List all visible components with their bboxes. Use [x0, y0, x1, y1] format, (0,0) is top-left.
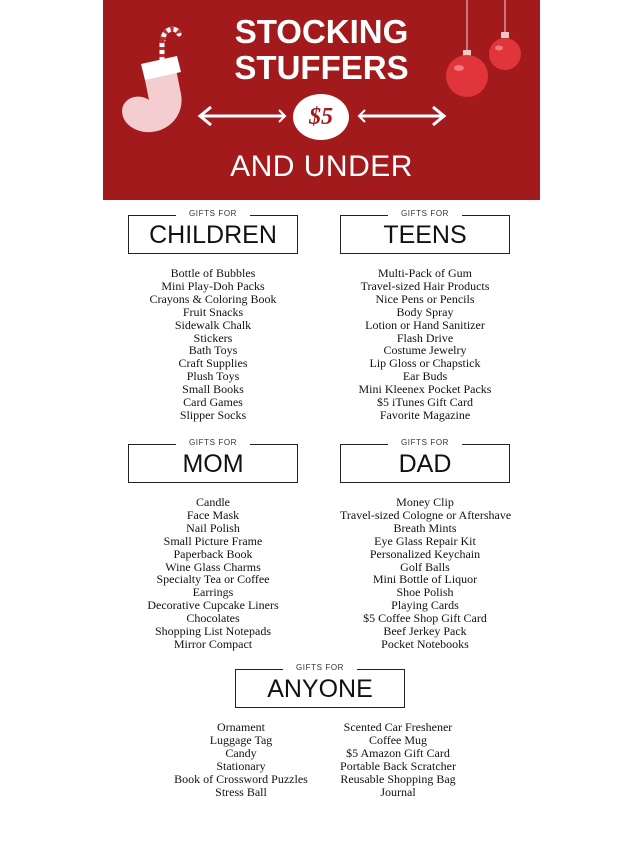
list-item: Coffee Mug [368, 732, 428, 747]
list-item: Slipper Socks [179, 407, 247, 422]
list-item: Golf Balls [400, 559, 450, 574]
list-item: Travel-sized Cologne or Aftershave [340, 507, 512, 522]
list-item: Craft Supplies [178, 356, 248, 371]
list-item: Sidewalk Chalk [174, 317, 252, 332]
list-item: Fruit Snacks [182, 304, 244, 319]
list-item: Stationary [216, 758, 266, 773]
list-item: Small Picture Frame [163, 533, 263, 548]
section-title: MOM [182, 450, 244, 478]
list-item: Multi-Pack of Gum [378, 266, 472, 280]
banner-title-line-2: STUFFERS [234, 49, 409, 86]
list-item: Playing Cards [391, 598, 459, 613]
list-item: Bottle of Bubbles [170, 266, 256, 280]
list-item: Nice Pens or Pencils [375, 291, 475, 306]
price-badge: $5 [293, 94, 349, 140]
list-item: Specialty Tea or Coffee [156, 572, 270, 587]
list-item: Earrings [192, 585, 234, 600]
list-item: Flash Drive [396, 330, 454, 345]
list-item: Breath Mints [393, 520, 457, 535]
gift-list [340, 267, 510, 422]
list-item: Candle [196, 495, 230, 509]
ornaments-icon [443, 0, 533, 110]
list-item: Lip Gloss or Chapstick [369, 356, 481, 371]
section-kicker: GIFTS FOR [400, 438, 450, 447]
gift-list [128, 267, 298, 422]
list-item: Luggage Tag [209, 732, 273, 747]
list-item: Bath Toys [188, 343, 238, 358]
list-item: $5 iTunes Gift Card [377, 395, 473, 410]
list-item: Mini Bottle of Liquor [372, 572, 478, 587]
list-item: Card Games [183, 395, 243, 410]
list-item: Stickers [193, 330, 233, 345]
list-item: Ornament [217, 720, 265, 734]
list-item: Face Mask [186, 507, 240, 522]
gift-list [340, 496, 510, 651]
list-item: Plush Toys [186, 369, 240, 384]
list-item: Chocolates [186, 611, 240, 626]
list-item: Ear Buds [402, 369, 448, 384]
list-item: Shopping List Notepads [155, 624, 271, 639]
header-banner [103, 0, 540, 200]
section-kicker: GIFTS FOR [188, 438, 238, 447]
list-item: Favorite Magazine [379, 407, 471, 422]
list-item: Crayons & Coloring Book [149, 291, 277, 306]
list-item: Book of Crossword Puzzles [174, 771, 308, 786]
list-item: Reusable Shopping Bag [340, 771, 456, 786]
section-kicker: GIFTS FOR [295, 663, 345, 672]
section-title: CHILDREN [149, 221, 277, 249]
gift-list [128, 496, 298, 651]
list-item: Mirror Compact [173, 636, 253, 651]
section-kicker: GIFTS FOR [400, 209, 450, 218]
list-item: Candy [225, 745, 257, 760]
banner-title-line-1: STOCKING [234, 13, 409, 50]
section-kicker: GIFTS FOR [188, 209, 238, 218]
list-item: Journal [380, 784, 416, 799]
list-item: Stress Ball [215, 784, 267, 799]
list-item: Small Books [182, 382, 244, 397]
list-item: Wine Glass Charms [165, 559, 261, 574]
list-item: Costume Jewelry [383, 343, 467, 358]
list-item: $5 Amazon Gift Card [346, 745, 450, 760]
list-item: Decorative Cupcake Liners [147, 598, 279, 613]
list-item: Travel-sized Hair Products [360, 278, 490, 293]
list-item: Beef Jerkey Pack [383, 624, 467, 639]
list-item: Eye Glass Repair Kit [374, 533, 476, 548]
list-item: Paperback Book [173, 546, 253, 561]
list-item: Scented Car Freshener [343, 720, 453, 734]
list-item: Money Clip [396, 495, 454, 509]
list-item: Body Spray [396, 304, 454, 319]
right-arrow-icon [357, 104, 449, 128]
list-item: Nail Polish [186, 520, 240, 535]
section-title: ANYONE [267, 675, 373, 703]
left-arrow-icon [195, 104, 287, 128]
list-item: Mini Kleenex Pocket Packs [358, 382, 492, 397]
list-item: Lotion or Hand Sanitizer [365, 317, 485, 332]
list-item: Pocket Notebooks [381, 636, 469, 651]
list-item: Personalized Keychain [369, 546, 481, 561]
gift-list-anyone-right [326, 721, 470, 798]
list-item: $5 Coffee Shop Gift Card [363, 611, 487, 626]
section-title: TEENS [383, 221, 467, 249]
banner-subtitle: AND UNDER [230, 150, 413, 183]
list-item: Shoe Polish [396, 585, 454, 600]
gift-list-anyone-left [160, 721, 322, 798]
list-item: Portable Back Scratcher [340, 758, 456, 773]
list-item: Mini Play-Doh Packs [161, 278, 265, 293]
section-title: DAD [398, 450, 452, 478]
